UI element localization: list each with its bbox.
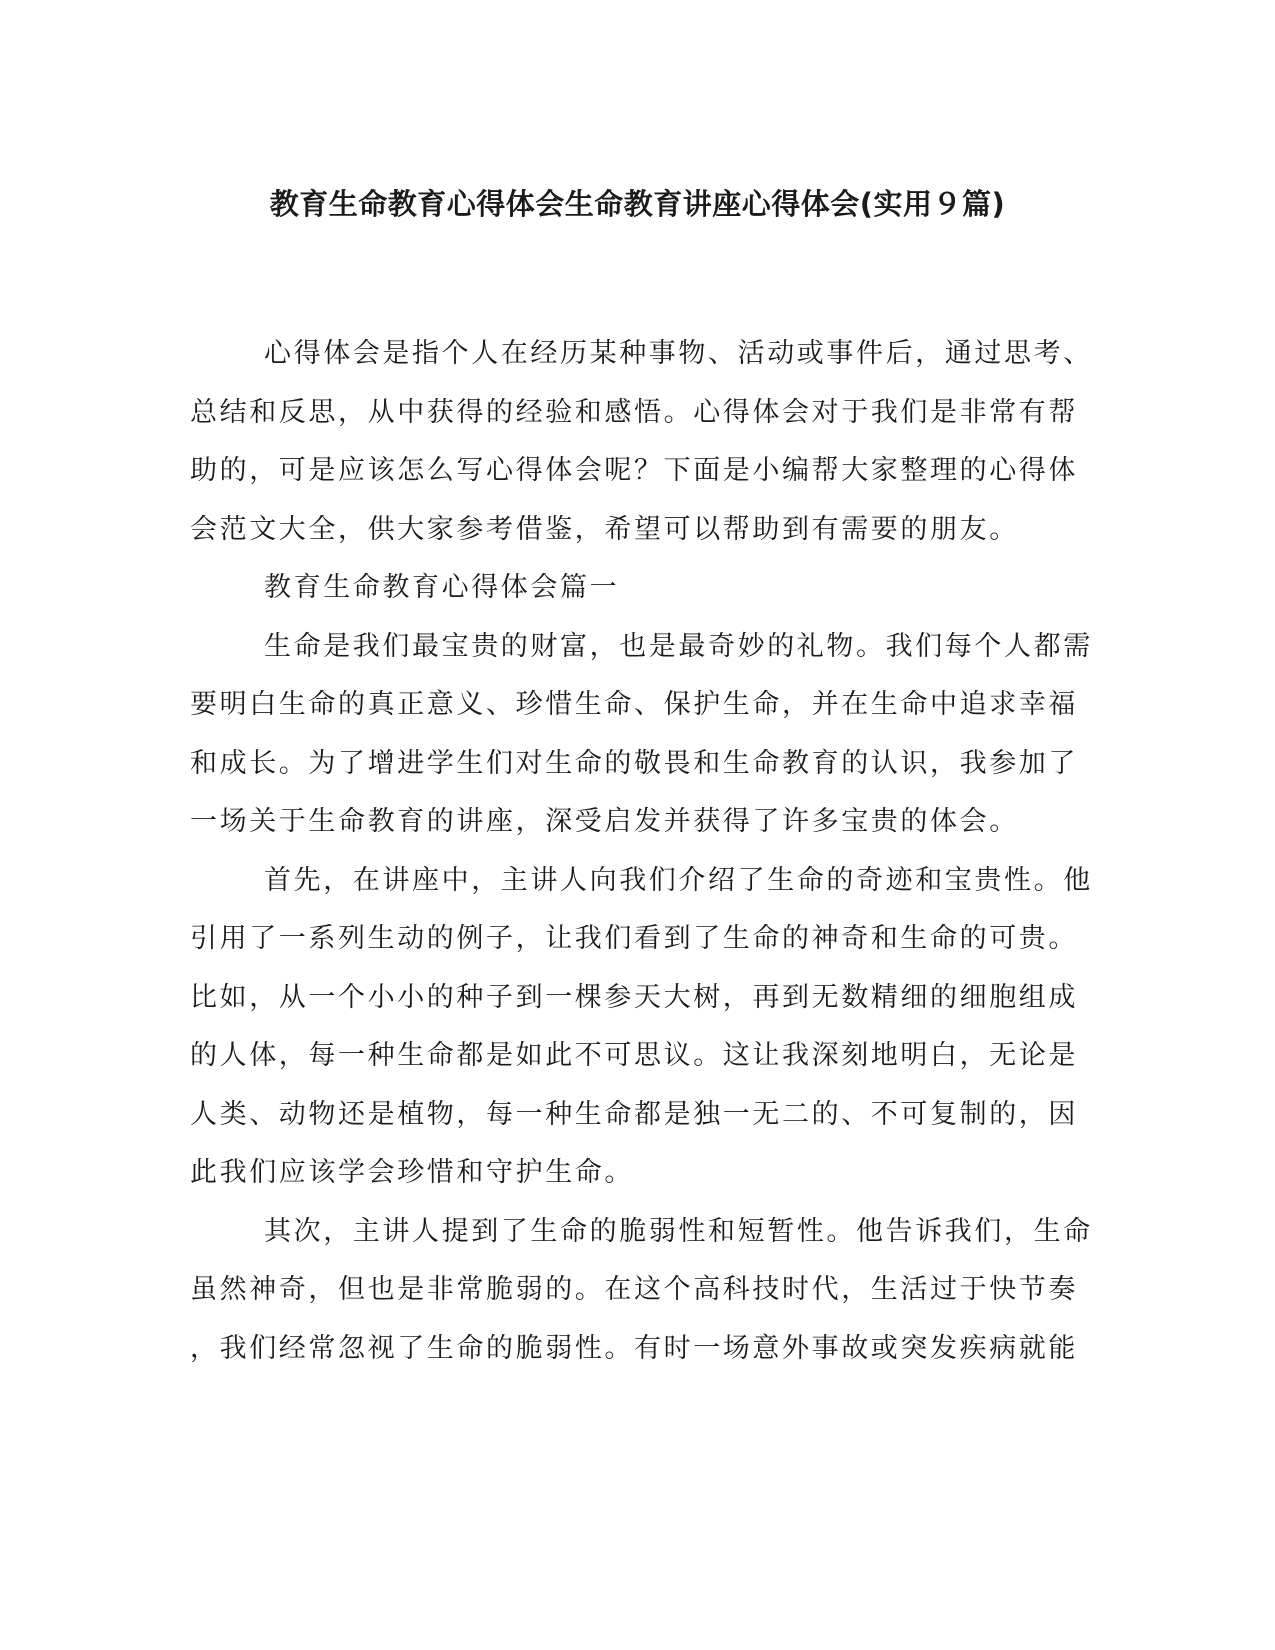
text-line: 引用了一系列生动的例子，让我们看到了生命的神奇和生命的可贵。 xyxy=(190,923,1078,954)
paragraph-intro xyxy=(190,325,1093,559)
text-line: 总结和反思，从中获得的经验和感悟。心得体会对于我们是非常有帮 xyxy=(190,396,1078,428)
paragraph-1 xyxy=(190,618,1093,852)
paragraph-3 xyxy=(190,1203,1093,1379)
text-line: ，我们经常忽视了生命的脆弱性。有时一场意外事故或突发疾病就能 xyxy=(190,1332,1078,1364)
text-line: 生命是我们最宝贵的财富，也是最奇妙的礼物。我们每个人都需 xyxy=(264,630,1093,662)
text-line: 此我们应该学会珍惜和守护生命。 xyxy=(190,1157,634,1188)
document-title: 教育生命教育心得体会生命教育讲座心得体会(实用９篇) xyxy=(269,187,1006,221)
text-line: 和成长。为了增进学生们对生命的敬畏和生命教育的认识，我参加了 xyxy=(190,747,1078,779)
text-line: 助的，可是应该怎么写心得体会呢？下面是小编帮大家整理的心得体 xyxy=(190,455,1078,486)
document-body xyxy=(190,325,1093,1378)
text-line: 首先，在讲座中，主讲人向我们介绍了生命的奇迹和宝贵性。他 xyxy=(264,864,1093,896)
text-line: 一场关于生命教育的讲座，深受启发并获得了许多宝贵的体会。 xyxy=(190,806,1019,837)
section-heading-text: 教育生命教育心得体会篇一 xyxy=(264,572,620,603)
text-line: 比如，从一个小小的种子到一棵参天大树，再到无数精细的细胞组成 xyxy=(190,981,1078,1013)
text-line: 人类、动物还是植物，每一种生命都是独一无二的、不可复制的，因 xyxy=(190,1098,1078,1130)
paragraph-2 xyxy=(190,852,1093,1203)
text-line: 心得体会是指个人在经历某种事物、活动或事件后，通过思考、 xyxy=(264,338,1093,369)
text-line: 的人体，每一种生命都是如此不可思议。这让我深刻地明白，无论是 xyxy=(190,1040,1078,1071)
text-line: 其次，主讲人提到了生命的脆弱性和短暂性。他告诉我们，生命 xyxy=(264,1215,1093,1247)
section-heading xyxy=(190,559,1090,618)
text-line: 会范文大全，供大家参考借鉴，希望可以帮助到有需要的朋友。 xyxy=(190,513,1019,545)
text-line: 虽然神奇，但也是非常脆弱的。在这个高科技时代，生活过于快节奏 xyxy=(190,1274,1078,1305)
text-line: 要明白生命的真正意义、珍惜生命、保护生命，并在生命中追求幸福 xyxy=(190,689,1078,720)
